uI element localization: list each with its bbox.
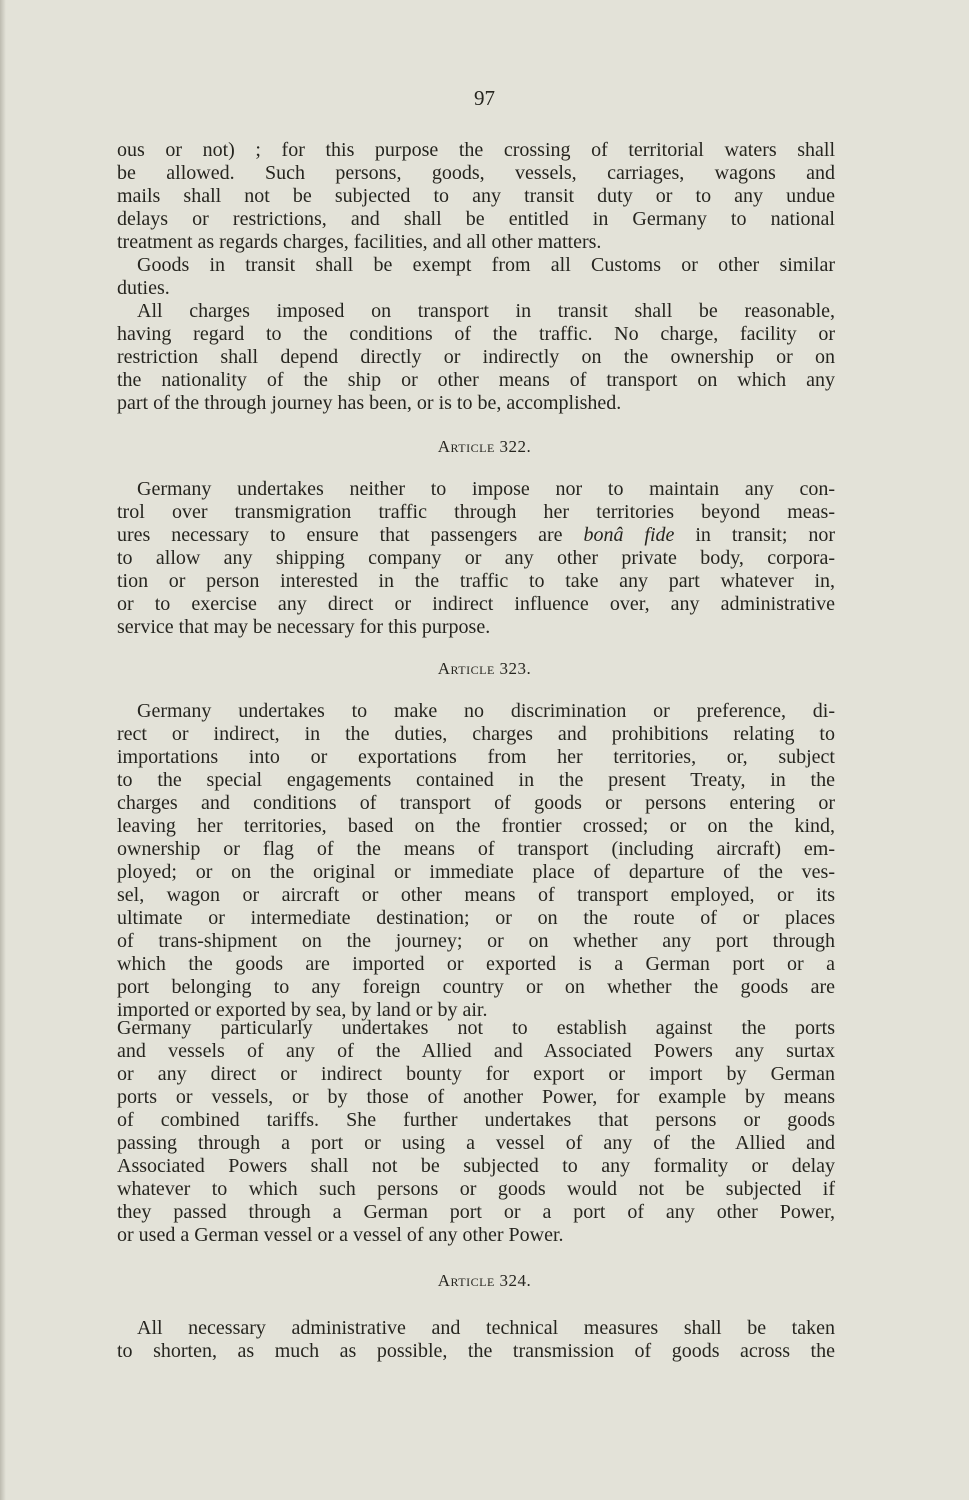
text-line: ports or vessels, or by those of another Power, for example by means — [117, 1086, 835, 1108]
text-line: and vessels of any of the Allied and Associated Powers any surtax — [117, 1040, 835, 1062]
text-line: mails shall not be subjected to any transit duty or to any undue — [117, 185, 835, 207]
text-line: trol over transmigration traffic through her territories beyond meas- — [117, 501, 835, 523]
text-line: restriction shall depend directly or indirectly on the ownership or on — [117, 346, 835, 368]
text-line: or used a German vessel or a vessel of any other Power. — [117, 1224, 564, 1246]
text-line: of trans-shipment on the journey; or on whether any port through — [117, 930, 835, 952]
text-line: All necessary administrative and technical measures shall be taken — [137, 1317, 835, 1339]
text-line: port belonging to any foreign country or on whether the goods are — [117, 976, 835, 998]
text-line: be allowed. Such persons, goods, vessels, carriages, wagons and — [117, 162, 835, 184]
article-heading: Article 322. — [437, 437, 532, 456]
text-line: or to exercise any direct or indirect influence over, any administrative — [117, 593, 835, 615]
text-line: ownership or flag of the means of transport (including aircraft) em- — [117, 838, 835, 860]
text-line: they passed through a German port or a port of any other Power, — [117, 1201, 835, 1223]
text-line: sel, wagon or aircraft or other means of transport employed, or its — [117, 884, 835, 906]
text-line: charges and conditions of transport of goods or persons entering or — [117, 792, 835, 814]
text-segment: ures necessary to ensure that passengers are — [117, 524, 584, 546]
paragraph-324 — [117, 1317, 835, 1363]
text-line: having regard to the conditions of the traffic. No charge, facility or — [117, 323, 835, 345]
text-line: to shorten, as much as possible, the transmission of goods across the — [117, 1340, 835, 1362]
text-line: ployed; or on the original or immediate place of departure of the ves- — [117, 861, 835, 883]
text-line: importations into or exportations from her territories, or, subject — [117, 746, 835, 768]
paragraph-323b — [117, 1017, 835, 1247]
paragraph-323a — [117, 700, 835, 1022]
text-line: whatever to which such persons or goods would not be subjected if — [117, 1178, 835, 1200]
text-segment: in transit; nor — [674, 524, 835, 546]
text-line: the nationality of the ship or other means of transport on which any — [117, 369, 835, 391]
paragraph-goods — [117, 254, 835, 300]
text-line: service that may be necessary for this purpose. — [117, 616, 491, 638]
text-line: treatment as regards charges, facilities, and all other matters. — [117, 231, 602, 253]
article-heading: Article 324. — [437, 1271, 532, 1290]
text-line: ultimate or intermediate destination; or on the route of or places — [117, 907, 835, 929]
text-line: tion or person interested in the traffic to take any part whatever in, — [117, 570, 835, 592]
text-line: to allow any shipping company or any other private body, corpora- — [117, 547, 835, 569]
text-line: Germany undertakes to make no discrimination or preference, di- — [137, 700, 835, 722]
text-line — [117, 524, 835, 547]
text-line: All charges imposed on transport in transit shall be reasonable, — [137, 300, 835, 322]
text-line: part of the through journey has been, or is to be, accomplished. — [117, 392, 622, 414]
text-line: passing through a port or using a vessel of any of the Allied and — [117, 1132, 835, 1154]
text-line: ous or not) ; for this purpose the crossing of territorial waters shall — [117, 139, 835, 161]
text-line: Germany undertakes neither to impose nor to maintain any con- — [137, 478, 835, 500]
article-heading: Article 323. — [437, 659, 532, 678]
text-line: leaving her territories, based on the frontier crossed; or on the kind, — [117, 815, 835, 837]
text-line: Germany particularly undertakes not to establish against the ports — [117, 1017, 835, 1039]
text-line: rect or indirect, in the duties, charges and prohibitions relating to — [117, 723, 835, 745]
text-line: Goods in transit shall be exempt from all Customs or other similar — [137, 254, 835, 276]
paragraph-322 — [117, 478, 835, 639]
page-number: 97 — [474, 86, 495, 110]
text-line: delays or restrictions, and shall be entitled in Germany to national — [117, 208, 835, 230]
text-line: Associated Powers shall not be subjected to any formality or delay — [117, 1155, 835, 1177]
text-line: or any direct or indirect bounty for export or import by German — [117, 1063, 835, 1085]
text-line: duties. — [117, 277, 170, 299]
text-line: which the goods are imported or exported is a German port or a — [117, 953, 835, 975]
text-line: to the special engagements contained in the present Treaty, in the — [117, 769, 835, 791]
text-line: imported or exported by sea, by land or by air. — [117, 999, 488, 1021]
paragraph-cont — [117, 139, 835, 254]
text-line: of combined tariffs. She further undertakes that persons or goods — [117, 1109, 835, 1131]
paragraph-charges — [117, 300, 835, 415]
italic-phrase: bonâ fide — [583, 524, 675, 546]
